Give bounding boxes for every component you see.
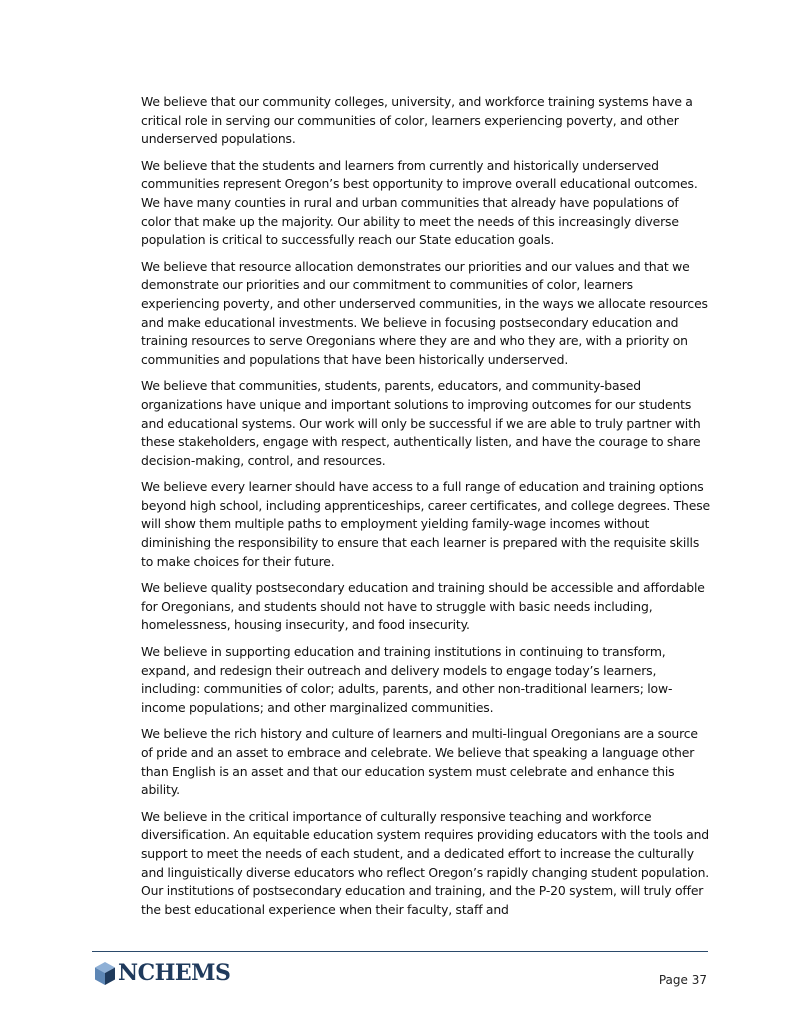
cube-logo-icon [94,961,116,986]
paragraph-institution-transformation: We believe in supporting education and training institutions in continuing to transform, expand, and redesign their outreach and delivery models to engage today’s learners, including: communities of color; adults, parents, and other non-traditional learners; low-income populations; and other marginalized communities. [141,644,673,715]
paragraph-community-partnership: We believe that communities, students, parents, educators, and community-based organizations have unique and important solutions to improving outcomes for our students and educational systems. Our work will only be successful if we are able to truly partner with these stakeholders, engage with respect, authentically listen, and have the courage to share decision-making, control, and resources. [141,378,701,468]
footer-divider [92,951,708,952]
paragraph-culturally-responsive-teaching: We believe in the critical importance of culturally responsive teaching and workforce diversification. An equitable education system requires providing educators with the tools and support to meet the needs of each student, and a dedicated effort to increase the culturally and linguistically diverse educators who reflect Oregon’s rapidly changing student population. Our institutions of postsecondary education and training, and the P-20 system, will truly offer the best educational experience when their faculty, staff and [141,808,710,917]
page-number: Page 37 [658,973,707,987]
paragraph-learner-access: We believe every learner should have access to a full range of education and training options beyond high school, including apprenticeships, career certificates, and college degrees. These will show them multiple paths to employment yielding family-wage incomes without diminishing the responsibility to ensure that each learner is prepared with the requisite skills to make choices for their future. [141,479,711,569]
paragraph-underserved-opportunity: We believe that the students and learners from currently and historically underserved communities represent Oregon’s best opportunity to improve overall educational outcomes. We have many counties in rural and urban communities that already have populations of color that make up the majority. Our ability to meet the needs of this increasingly diverse population is critical to successfully reach our State education goals. [141,157,698,248]
nchems-logo [94,960,230,986]
paragraph-community-colleges-role: We believe that our community colleges, university, and workforce training systems have a critical role in serving our communities of color, learners experiencing poverty, and other underserved populations. [141,94,693,147]
paragraph-resource-allocation: We believe that resource allocation demonstrates our priorities and our values and that we demonstrate our priorities and our commitment to communities of color, learners experiencing poverty, and other underserved communities, in the ways we allocate resources and make educational investments. We believe in focusing postsecondary education and training resources to serve Oregonians where they are and who they are, with a priority on communities and populations that have been historically underserved. [141,258,708,367]
document-body [141,93,711,927]
paragraph-multilingual-culture: We believe the rich history and culture of learners and multi-lingual Oregonians are a source of pride and an asset to embrace and celebrate. We believe that speaking a language other than English is an asset and that our education system must celebrate and enhance this ability. [141,726,698,798]
logo-wordmark: NCHEMS [118,960,231,986]
paragraph-affordability: We believe quality postsecondary education and training should be accessible and affordable for Oregonians, and students should not have to struggle with basic needs including, homelessness, housing insecurity, and food insecurity. [141,580,705,633]
